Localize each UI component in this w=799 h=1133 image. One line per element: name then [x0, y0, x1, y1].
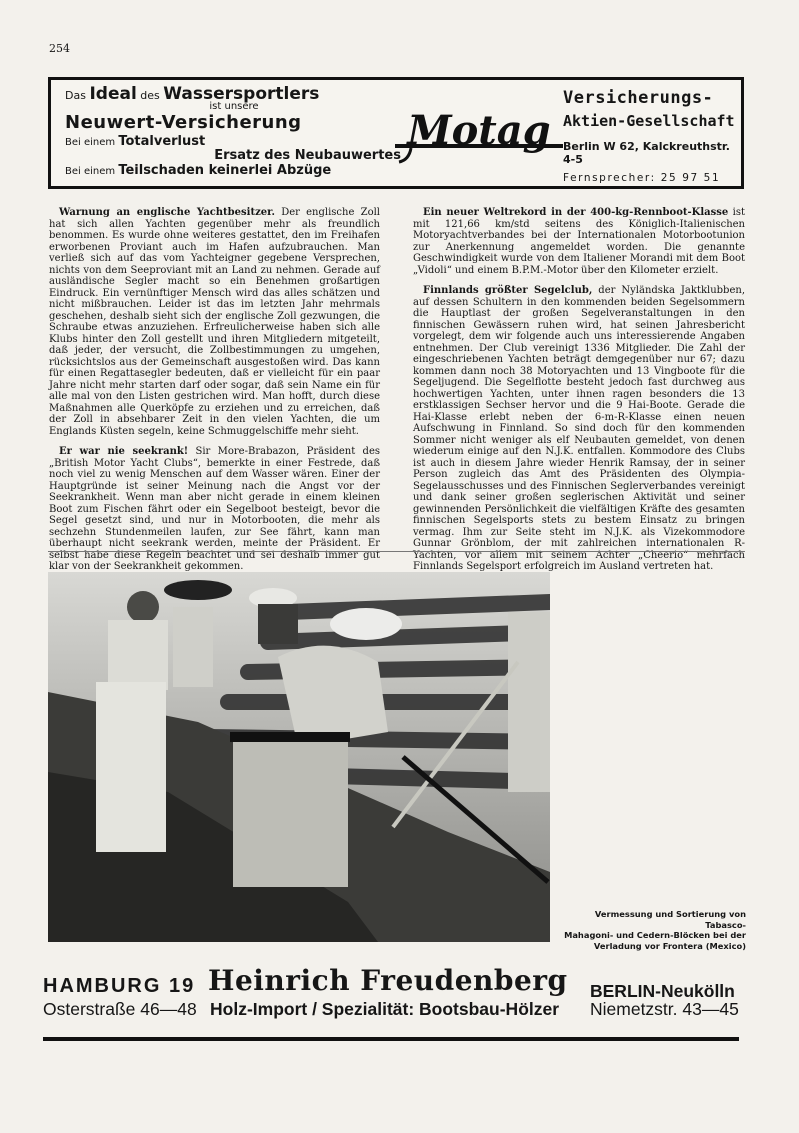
- article-segelclub-heading: Finnlands größter Segelclub,: [423, 285, 593, 296]
- ad-ist-unsere: ist unsere: [209, 101, 259, 112]
- article-seekrank-heading: Er war nie seekrank!: [59, 446, 189, 457]
- article-warnung: [49, 207, 380, 437]
- ad-street-berlin: Niemetzstr. 43—45: [590, 999, 739, 1019]
- page-number: 254: [49, 42, 70, 55]
- article-seekrank: [49, 446, 380, 573]
- photo-illustration: [48, 572, 550, 942]
- article-weltrekord-body: ist mit 121,66 km/std seitens des Königlich-Italienischen Motoryachtverbandes bei der Internationalen Motorbootunion zur Anerkennung angemeldet worden. Die genannte Geschwindigkeit wurde von dem Italiener Morandi mit dem Boot „Vidoli“ und einem B.P.M.-Motor über den Kilometer erzielt.: [413, 207, 746, 276]
- ad-ersatz: Ersatz des Neubauwertes: [214, 148, 401, 163]
- workers-photo: [48, 572, 550, 942]
- ad-address: Berlin W 62, Kalckreuthstr. 4-5: [563, 140, 730, 166]
- ad-neuwert-versicherung: Neuwert-Versicherung: [65, 112, 302, 133]
- caption-line-3: Verladung vor Frontera (Mexico): [593, 940, 746, 951]
- insurance-advertisement: [48, 77, 744, 189]
- ad-street-hamburg: Osterstraße 46—48: [43, 999, 197, 1019]
- ad-word-ideal: Ideal: [89, 84, 137, 104]
- article-seekrank-body: Sir More-Brabazon, Präsident des „British Motor Yacht Clubs“, bemerkte in einer Festrede, daß noch viel zu wenig Menschen auf dem Wasser wären. Einer der Hauptgründe ist seiner Meinung nach die Angst vor der Seekrankheit. Wenn man aber nicht gerade in einem kleinen Boot zum Fischen fährt oder ein Segelboot besteigt, bevor die Segel gesetzt sind, und nur in Motorbooten, die mehr als sechzehn Stundenmeilen laufen, zur See fährt, kann man überhaupt nicht seekrank werden, meinte der Präsident. Er selbst habe diese Regeln beachtet und sei deshalb immer gut klar von der Seekrankheit gekommen.: [49, 446, 380, 572]
- article-segelclub-body: der Nyländska Jaktklubben, auf dessen Schultern in den kommenden beiden Segelsommern die Hauptlast der großen Segelveranstaltungen in den finnischen Gewässern ruhen wird, hat seinen Jahresbericht vorgelegt, dem wir folgende auch uns interessierende Angaben entnehmen. Der Club vereinigt 1336 Mitglieder. Die Zahl der eingeschriebenen Yachten beträgt demgegenüber nur 67; dazu kommen dann noch 38 Motoryachten und 13 Vingboote für die Segeljugend. Die Segelflotte besteht jedoch fast durchweg aus hochwertigen Yachten, unter ihnen ragen besonders die 13 erstklassigen Sechser hervor und die 9 Hai-Boote. Gerade die Hai-Klasse erlebt neben der 6-m-R-Klasse einen neuen Aufschwung in Finnland. So sind doch für den kommenden Sommer nicht weniger als elf Neubauten gemeldet, von denen wiederum einige auf den N.J.K. entfallen. Kommodore des Clubs ist auch in diesem Jahre wieder Henrik Ramsay, der in seiner Person zugleich das Amt des Präsidenten des Olympia-Segelausschusses und des Finnischen Seglerverbandes vereinigt und dank seiner großen seglerischen Aktivität und seiner gewinnenden Persönlichkeit die vielfältigen Kräfte des gesamten finnischen Segelsports stets zu bestem Einsatz zu bringen vermag. Ihm zur Seite steht im N.J.K. als Vizekommodore Gunnar Grönblom, der mit zahlreichen internationalen R-Yachten, vor allem mit seinem Achter „Cheerio“ mehrfach Finnlands Segelsport erfolgreich im Ausland vertreten hat.: [413, 285, 745, 572]
- ad-company-tagline: Holz-Import / Spezialität: Bootsbau-Hölzer: [210, 999, 560, 1019]
- ad-aktien-gesellschaft: Aktien-Gesellschaft: [563, 112, 735, 130]
- ad-bei-einem-2: Bei einem: [65, 166, 116, 177]
- ad-word-wassersportlers: Wassersportlers: [163, 84, 320, 104]
- ad-versicherungs: Versicherungs-: [563, 88, 714, 108]
- insurer-block: [563, 88, 735, 184]
- ad-slogan: [65, 86, 403, 177]
- ad-city-berlin: BERLIN-Neukölln: [590, 981, 735, 1001]
- article-weltrekord: [413, 207, 745, 276]
- photo-caption: [560, 909, 746, 951]
- caption-line-2: Mahagoni- und Cedern-Blöcken bei der: [564, 930, 746, 940]
- ad-word-das: Das: [65, 89, 86, 102]
- logo-text: Motag: [407, 107, 551, 154]
- article-weltrekord-heading: Ein neuer Weltrekord in der 400-kg-Rennboot-Klasse: [423, 207, 729, 218]
- article-segelclub: [413, 285, 745, 573]
- section-divider: [48, 551, 745, 552]
- bottom-rule: [43, 1037, 739, 1041]
- article-warnung-body: Der englische Zoll hat sich allen Yachten gegenüber mehr als freundlich benommen. Es wurde ohne weiteres gestattet, den im Freihafen erworbenen Proviant auch im Hafen aufzubrauchen. Man verließ sich auf das vom Yachteigner gegebene Versprechen, nichts von dem Seeproviant mit an Land zu nehmen. Gerade auf ausländische Segler macht so ein Benehmen großartigen Eindruck. Ein vernünftiger Mensch wird das alles schätzen und nicht mißbrauchen. Leider ist das im letzten Jahr mehrmals geschehen, deshalb sieht sich der englische Zoll gezwungen, die Schraube etwas anzuziehen. Erfreulicherweise haben sich alle Klubs hinter den Zoll gestellt und ihren Mitgliedern mitgeteilt, daß jeder, der versucht, die Zollbestimmungen zu umgehen, rücksichtslos aus der Gemeinschaft ausgestoßen wird. Das kann für einen Regattasegler bedeuten, daß er vielleicht für ein paar Jahre nicht mehr starten darf oder sogar, daß sein Name ein für alle mal von den Listen gestrichen wird. Man hofft, durch diese Maßnahmen alle Querköpfe zu erziehen und zu erreichen, daß der Zoll in absehbarer Zeit in den vielen Yachten, die um Englands Küsten segeln, keine Schmuggelschiffe mehr sieht.: [49, 207, 380, 437]
- right-column: [413, 207, 745, 582]
- ad-company-name: Heinrich Freudenberg: [208, 964, 568, 997]
- ad-totalverlust: Totalverlust: [118, 134, 206, 149]
- ad-word-des: des: [140, 89, 160, 102]
- left-column: [49, 207, 380, 582]
- ad-teilschaden: Teilschaden keinerlei Abzüge: [118, 163, 332, 178]
- ad-phone: Fernsprecher: 25 97 51: [563, 172, 721, 184]
- ad-bei-einem: Bei einem: [65, 137, 116, 148]
- caption-line-1: Vermessung und Sortierung von Tabasco-: [594, 909, 746, 930]
- article-warnung-heading: Warnung an englische Yachtbesitzer.: [59, 207, 275, 218]
- motag-logo: [389, 100, 569, 166]
- ad-city-hamburg: HAMBURG 19: [43, 975, 196, 997]
